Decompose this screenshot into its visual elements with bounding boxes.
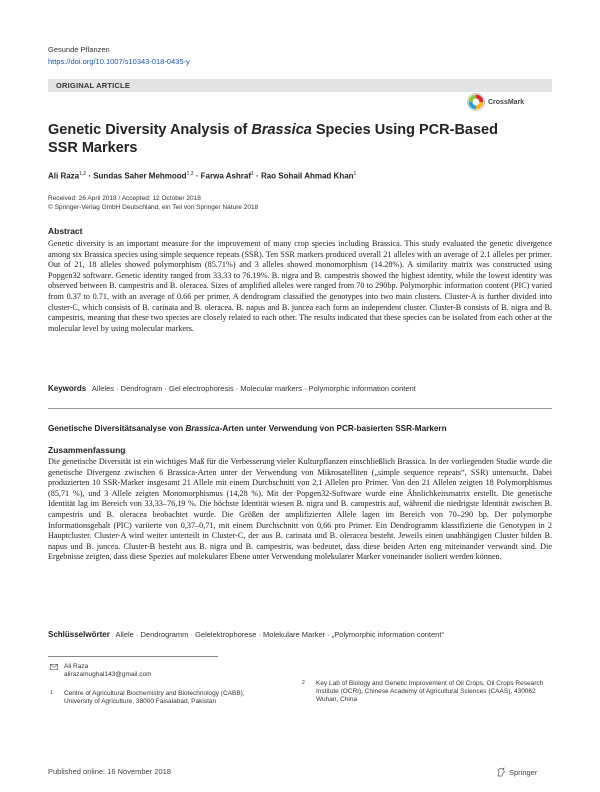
author-name[interactable]: Sundas Saher Mehmood bbox=[93, 171, 187, 181]
keywords bbox=[48, 384, 552, 393]
crossmark-label: CrossMark bbox=[488, 98, 525, 106]
german-keywords bbox=[48, 630, 552, 639]
german-keywords-label: Schlüsselwörter bbox=[48, 630, 110, 639]
german-title-part2: -Arten unter Verwendung von PCR-basierten SSR-Markern bbox=[219, 424, 447, 433]
abstract-heading: Abstract bbox=[48, 226, 83, 236]
crossmark-icon bbox=[467, 93, 485, 111]
received-accepted: Received: 26 April 2018 / Accepted: 12 October 2018 bbox=[48, 195, 201, 202]
corresponding-email[interactable]: alirazamughal143@gmail.com bbox=[64, 671, 152, 678]
article-type-bar: ORIGINAL ARTICLE bbox=[48, 79, 552, 92]
doi-link[interactable]: https://doi.org/10.1007/s10343-018-0435-y bbox=[48, 57, 190, 66]
affiliation-1: Centre of Agricultural Biochemistry and Biotechnology (CABB), University of Agriculture, 38000 Faisalabad, Pakistan bbox=[64, 690, 245, 705]
publication-dates bbox=[48, 195, 258, 212]
author-name[interactable]: Farwa Ashraf bbox=[200, 171, 252, 181]
author-separator: · bbox=[88, 171, 94, 181]
affiliation-2: Key Lab of Biology and Genetic Improvement of Oil Crops, Oil Crops Research Institute (OCRI), Chinese Academy of Agricultural Sciences (CAAS), 430062 Wuhan, China bbox=[316, 680, 544, 703]
keywords-text: Alleles · Dendrogram · Gel electrophoresis · Molecular markers · Polymorphic information content bbox=[91, 384, 416, 393]
german-title bbox=[48, 424, 447, 433]
springer-horse-icon bbox=[496, 767, 506, 777]
copyright: © Springer-Verlag GmbH Deutschland, ein Teil von Springer Nature 2018 bbox=[48, 203, 259, 211]
keywords-label: Keywords bbox=[48, 384, 87, 393]
german-title-part1: Genetische Diversitätsanalyse von bbox=[48, 424, 186, 433]
author-affiliation: 1,2 bbox=[186, 171, 194, 177]
german-title-italic: Brassica bbox=[185, 424, 220, 433]
author-name[interactable]: Rao Sohail Ahmad Khan bbox=[260, 171, 354, 181]
affiliation-2-number: 2 bbox=[302, 680, 305, 686]
corresponding-author: Ali Raza bbox=[64, 663, 89, 670]
zusammenfassung-heading: Zusammenfassung bbox=[48, 445, 126, 455]
section-divider bbox=[48, 408, 552, 409]
author-separator: · bbox=[256, 171, 261, 181]
title-italic: Brassica bbox=[251, 122, 312, 138]
affiliation-1-number: 1 bbox=[50, 690, 53, 696]
envelope-icon bbox=[50, 664, 58, 670]
springer-label: Springer bbox=[509, 767, 538, 777]
springer-logo bbox=[496, 767, 537, 777]
author-affiliation: 1,2 bbox=[79, 171, 87, 177]
author-name[interactable]: Ali Raza bbox=[48, 171, 80, 181]
crossmark-badge[interactable] bbox=[467, 92, 551, 112]
published-online: Published online: 16 November 2018 bbox=[48, 767, 171, 776]
german-keywords-text: Allele · Dendrogramm · Gelelektrophorese · Molekulare Marker · „Polymorphic information content“ bbox=[115, 630, 444, 639]
title-part2: Species Using PCR-Based SSR Markers bbox=[48, 122, 498, 156]
author-separator: · bbox=[195, 171, 201, 181]
author-list bbox=[48, 171, 356, 181]
zusammenfassung-text: Die genetische Diversität ist ein wichtiges Maß für die Verbesserung vieler Kulturpflanzen einschließlich Brassica. In der vorliegenden Studie wurde die genetische Divergenz zwischen 6 Brassica-Arten unter der Verwendung von Mikrosatelliten („simple sequence repeats“, SSR) untersucht. Dabei produzierten 10 SSR-Marker insgesamt 21 Allele mit einem Durchschnitt von 2,1 Allelen pro Primer. Von den 21 Allelen zeigten 18 Polymorphismus (85,71 %), und 3 Allele zeigten Monomorphismus (14,28 %). Mit der Popgen32-Software wurde eine Ähnlichkeitsmatrix erstellt. Die genetische Identität lag im Bereich von 33,33–76,19 %. Die höchste Identität wiesen B. nigra und B. campestris auf, während die niedrigste Identität zwischen B. campestris und B. oleracea beobachtet wurde. Die Größen der amplifizierten Allele lagen im Bereich von 70–290 bp. Der polymorphe Informationsgehalt (PIC) variierte von 0,37–0,71, mit einem Durchschnitt von 0,66 pro Primer. Ein Dendrogramm klassifizierte die Genotypen in 2 Hauptcluster. Cluster-A wird weiter unterteilt in Cluster-C, der aus B. carinata und B. oleracea besteht. Jeweils einen unabhängigen Cluster bilden B. napus und B. juncea. Cluster-B besteht aus B. nigra und B. campestris, was bedeutet, dass diese beiden Arten eng miteinander verwandt sind. Die Ergebnisse zeigten, dass diese Spezies auf molekularer Ebene unter Verwendung molekularer Marker voneinander isoliert werden können. bbox=[48, 457, 552, 562]
author-affiliation: 1 bbox=[251, 171, 254, 177]
author-affiliation: 1 bbox=[353, 171, 357, 177]
paper-title bbox=[48, 121, 528, 157]
abstract-text: Genetic diversity is an important measure for the improvement of many crop species including Brassica. This study evaluated the genetic divergence among six Brassica species using simple sequence repeats (SSR). Ten SSR markers produced overall 21 alleles with an average of 2.1 alleles per primer. Out of 21, 18 alleles showed polymorphism (85.71%) and 3 alleles showed monomorphism (14.28%). A similarity matrix was constructed using Popgen32 software. Genetic identity ranged from 33.33 to 76.19%. B. nigra and B. campestris showed the highest identity, while the lowest identity was observed between B. campestris and B. oleracea. Sizes of amplified alleles were ranged from 70 to 290bp. Polymorphic information content (PIC) varied from 0.37 to 0.71, with an average of 0.66 per primer. A dendrogram classified the genotypes into two main clusters. Cluster-A is further divided into cluster-C, which consists of B. carinata and B. oleracea. B. napus and B. juncea each form an independent cluster. Cluster-B consists of B. nigra and B. campestris, meaning that these two species are closely related to each other. The results indicated that these species can be isolated from each other at the molecular level by using molecular markers. bbox=[48, 239, 552, 333]
title-part1: Genetic Diversity Analysis of bbox=[48, 122, 252, 138]
footnote-divider bbox=[48, 656, 218, 657]
journal-name: Gesunde Pflanzen bbox=[48, 45, 110, 54]
